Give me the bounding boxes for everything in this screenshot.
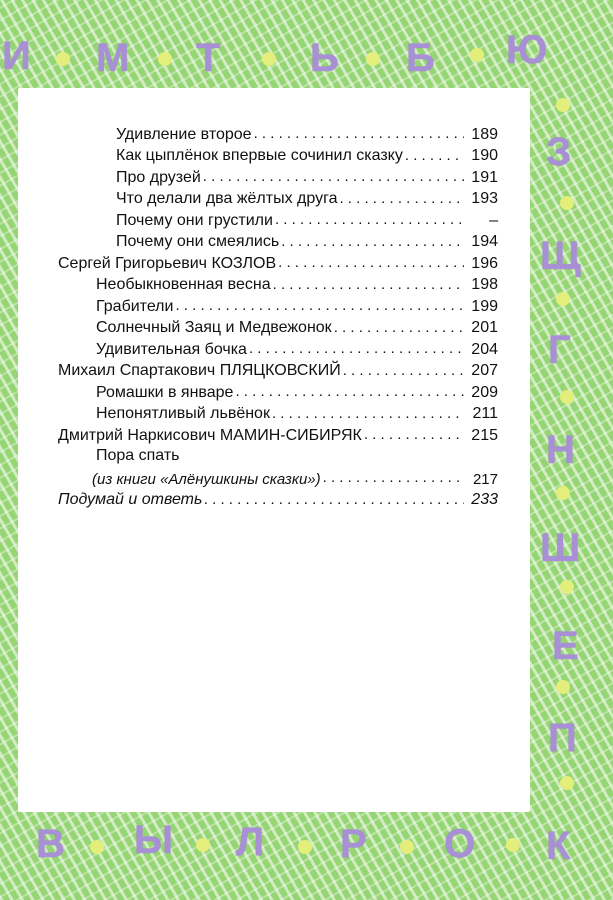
toc-page-number: 215 <box>471 426 498 444</box>
border-letter: Ю <box>506 28 548 72</box>
border-letter: Щ <box>540 234 581 278</box>
decorative-dot <box>470 48 484 62</box>
toc-entry <box>58 230 498 252</box>
toc-page-number: 190 <box>471 147 498 164</box>
border-letter: Л <box>236 820 265 864</box>
toc-title: Необыкновенная весна <box>96 276 271 293</box>
border-letter: Е <box>552 624 579 668</box>
toc-page-number: – <box>489 211 498 229</box>
toc-entry <box>58 337 498 359</box>
toc-page-number: 194 <box>471 233 498 250</box>
decorative-dot <box>298 840 312 854</box>
toc-page-number: 211 <box>472 405 498 422</box>
dot-leader <box>343 361 464 381</box>
toc-page-number: 196 <box>471 254 498 272</box>
border-letter: О <box>444 822 476 866</box>
toc-entry <box>58 208 498 230</box>
toc-title: Сергей Григорьевич КОЗЛОВ <box>58 254 277 272</box>
decorative-dot <box>556 486 570 500</box>
dot-leader <box>364 425 464 445</box>
toc-entry <box>58 122 498 144</box>
toc-page-number: 209 <box>471 383 498 401</box>
border-letter: Н <box>546 428 575 472</box>
toc-entry <box>58 273 498 295</box>
dot-leader <box>405 146 464 166</box>
toc-title: Почему они грустили <box>116 211 273 229</box>
toc-entry <box>58 316 498 338</box>
toc-title: Дмитрий Наркисович МАМИН-СИБИРЯК <box>58 426 362 444</box>
decorative-dot <box>158 52 172 66</box>
dot-leader <box>334 318 464 338</box>
decorative-dot <box>366 52 380 66</box>
border-letter: Б <box>406 36 435 80</box>
border-letter: Ы <box>134 818 174 862</box>
dot-leader <box>235 382 464 402</box>
decorative-dot <box>560 390 574 404</box>
dot-leader <box>339 189 464 209</box>
decorative-dot <box>560 196 574 210</box>
toc-entry <box>58 165 498 187</box>
dot-leader <box>281 232 464 252</box>
toc-title: Непонятливый львёнок <box>96 405 270 422</box>
toc-title: Ромашки в январе <box>96 383 234 401</box>
border-letter: В <box>36 822 65 866</box>
toc-entry <box>58 187 498 209</box>
toc-title: Как цыплёнок впервые сочинил сказку <box>116 147 403 164</box>
border-letter: П <box>548 716 577 760</box>
toc-entry <box>58 380 498 402</box>
decorative-dot <box>506 838 520 852</box>
toc-entry <box>58 402 498 424</box>
toc-title: Что делали два жёлтых друга <box>116 190 338 207</box>
border-letter: Р <box>340 822 367 866</box>
toc-page-number: 198 <box>471 276 498 293</box>
toc-entry <box>58 445 498 467</box>
dot-leader <box>175 296 464 316</box>
border-letter: Ш <box>540 526 581 570</box>
dot-leader <box>203 167 464 187</box>
border-letter: З <box>546 130 572 174</box>
toc-entry <box>58 488 498 510</box>
toc-title: Михаил Спартакович ПЛЯЦКОВСКИЙ <box>58 362 341 379</box>
decorative-dot <box>90 840 104 854</box>
toc-title: Про друзей <box>116 168 201 186</box>
decorative-dot <box>560 776 574 790</box>
dot-leader <box>204 490 464 510</box>
border-letter: Ь <box>310 36 339 80</box>
toc-title: Пора спать <box>96 446 180 464</box>
dot-leader <box>249 339 464 359</box>
toc-page-number: 233 <box>471 491 498 508</box>
toc-title: Солнечный Заяц и Медвежонок <box>96 319 332 336</box>
toc-entry <box>58 466 498 488</box>
toc-title: Подумай и ответь <box>58 491 203 508</box>
dot-leader <box>254 124 464 144</box>
dot-leader <box>272 404 464 424</box>
border-letter: К <box>546 824 571 868</box>
toc-page-number: 201 <box>471 319 498 336</box>
decorative-dot <box>56 52 70 66</box>
toc-entry <box>58 423 498 445</box>
toc-title: Грабители <box>96 297 174 315</box>
dot-leader <box>275 210 464 230</box>
toc-page-number: 207 <box>471 362 498 379</box>
toc-title: Почему они смеялись <box>116 233 280 250</box>
toc-page-number: 189 <box>471 125 498 143</box>
decorative-dot <box>196 838 210 852</box>
toc-page-number: 204 <box>471 340 498 358</box>
dot-leader <box>273 275 464 295</box>
toc-page-number: 193 <box>471 190 498 207</box>
decorative-dot <box>556 292 570 306</box>
toc-entry <box>58 144 498 166</box>
decorative-dot <box>556 680 570 694</box>
decorative-dot <box>556 98 570 112</box>
toc-page-number: 199 <box>471 297 498 315</box>
table-of-contents <box>58 122 498 509</box>
toc-page-number: 191 <box>471 168 498 186</box>
toc-entry <box>58 294 498 316</box>
dot-leader <box>323 468 464 488</box>
toc-title: (из книги «Алёнушкины сказки») <box>92 470 321 488</box>
dot-leader <box>278 253 464 273</box>
toc-entry <box>58 251 498 273</box>
toc-entry <box>58 359 498 381</box>
border-letter: Г <box>548 328 571 372</box>
border-letter: Т <box>196 36 221 80</box>
toc-title: Удивление второе <box>116 125 252 143</box>
border-letter: М <box>96 36 130 80</box>
toc-title: Удивительная бочка <box>96 340 247 358</box>
border-letter: И <box>2 34 31 78</box>
decorative-dot <box>560 580 574 594</box>
toc-page-number: 217 <box>472 470 498 488</box>
decorative-dot <box>262 52 276 66</box>
decorative-dot <box>400 840 414 854</box>
